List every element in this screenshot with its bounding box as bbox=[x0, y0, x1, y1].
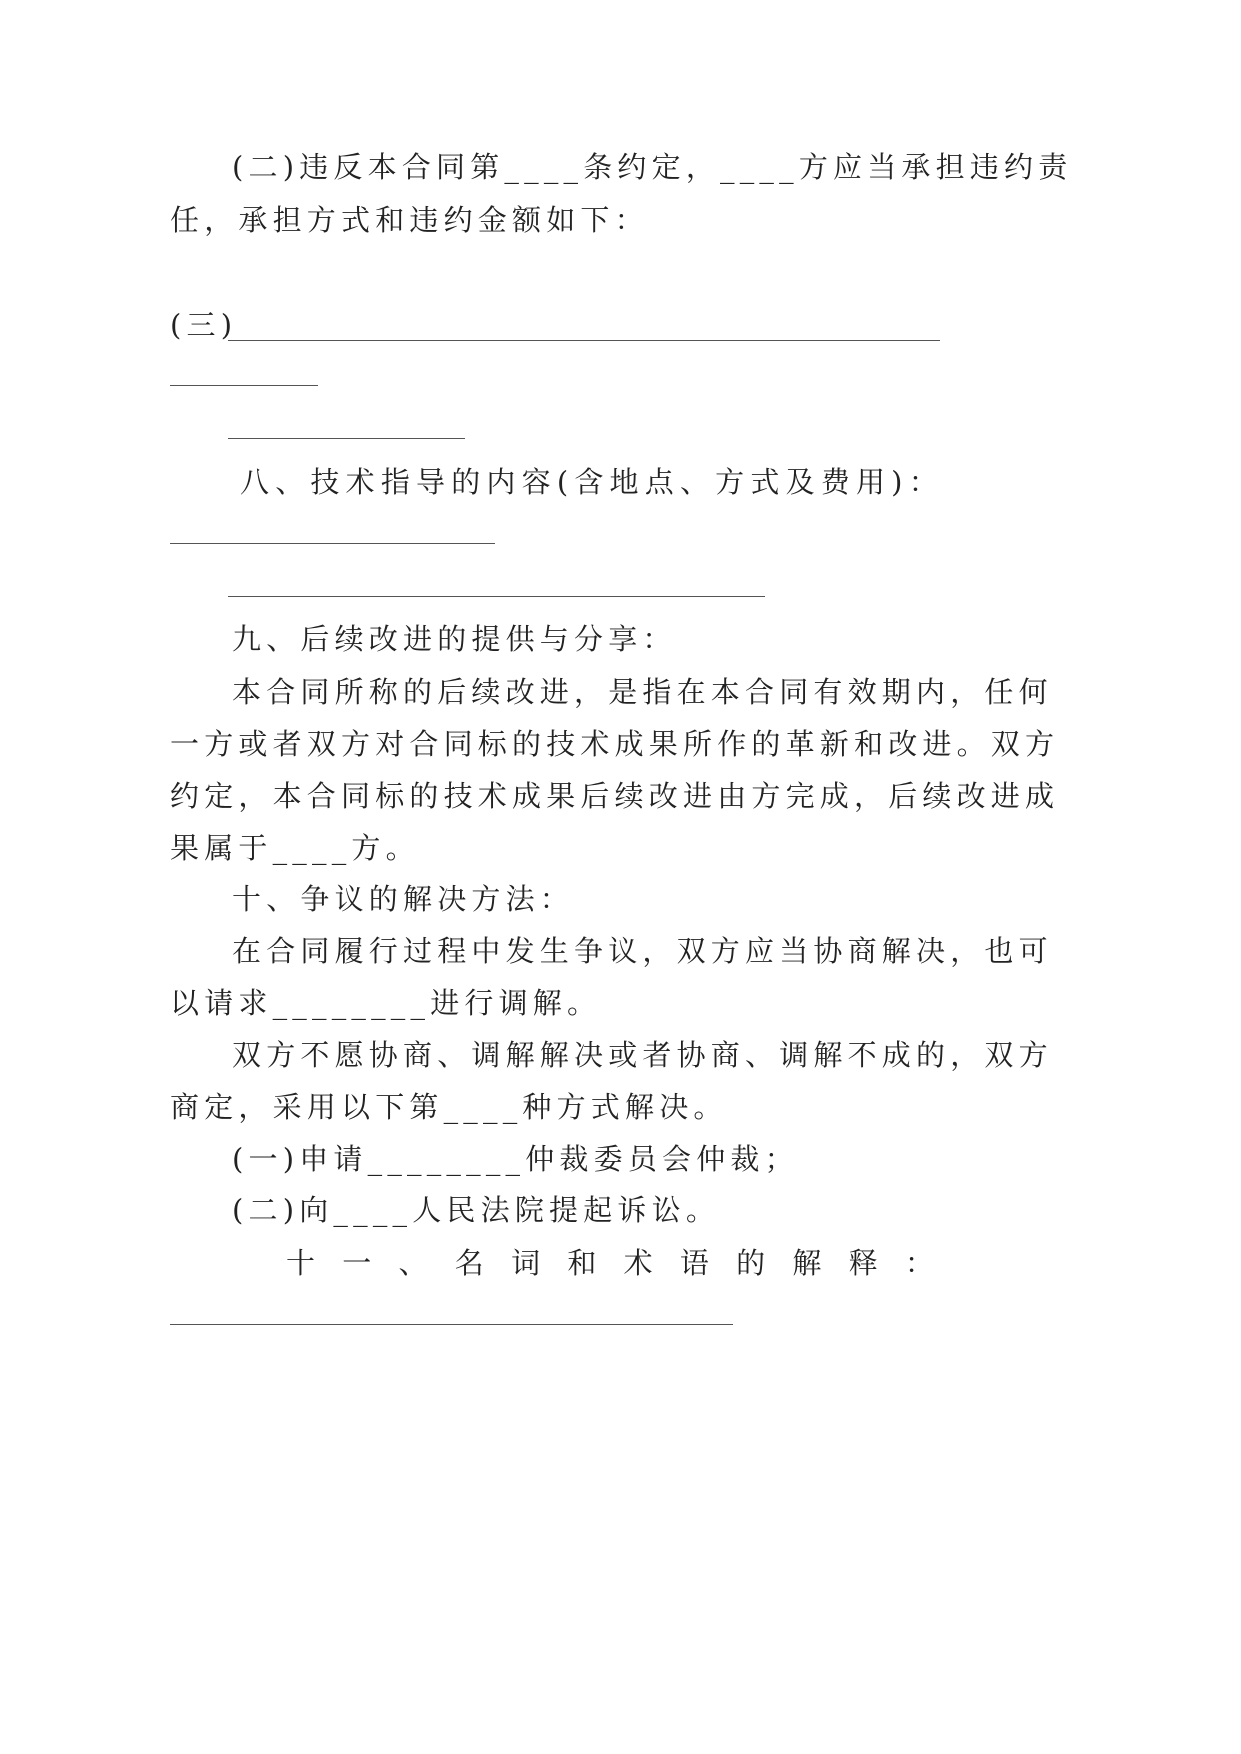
section-10-option-1: (一)申请________仲裁委员会仲裁； bbox=[232, 1142, 799, 1176]
blank-line bbox=[228, 438, 465, 439]
section-10-heading: 十、争议的解决方法： bbox=[232, 882, 575, 916]
section-9-heading: 九、后续改进的提供与分享： bbox=[232, 622, 677, 656]
section-10-option-2: (二)向____人民法院提起诉讼。 bbox=[232, 1193, 721, 1227]
clause-7-2-line1: (二)违反本合同第____条约定，____方应当承担违约责 bbox=[232, 150, 1073, 184]
section-9-para-line4: 果属于____方。 bbox=[170, 831, 420, 865]
section-8-heading: 八 、 技 术 指 导 的 内 容 ( 含 地 点 、 方 式 及 费 用 ) ： bbox=[240, 465, 938, 499]
blank-line bbox=[228, 340, 940, 341]
section-10-para1-line1: 在合同履行过程中发生争议，双方应当协商解决，也可 bbox=[232, 934, 1053, 968]
clause-7-3-label: (三) bbox=[170, 308, 238, 342]
section-9-para-line2: 一方或者双方对合同标的技术成果所作的革新和改进。双方 bbox=[170, 727, 1060, 761]
blank-line bbox=[228, 596, 765, 597]
section-11-heading: 十 一 、 名 词 和 术 语 的 解 释 ： bbox=[286, 1246, 934, 1280]
blank-line bbox=[170, 543, 495, 544]
clause-7-2-line2: 任，承担方式和违约金额如下： bbox=[170, 203, 649, 237]
blank-line bbox=[170, 1324, 733, 1325]
section-9-para-line1: 本合同所称的后续改进，是指在本合同有效期内，任何 bbox=[232, 675, 1053, 709]
blank-line bbox=[170, 385, 318, 386]
section-10-para2-line2: 商定，采用以下第____种方式解决。 bbox=[170, 1090, 728, 1124]
section-9-para-line3: 约定，本合同标的技术成果后续改进由方完成，后续改进成 bbox=[170, 779, 1060, 813]
section-10-para2-line1: 双方不愿协商、调解解决或者协商、调解不成的，双方 bbox=[232, 1038, 1053, 1072]
section-10-para1-line2: 以请求________进行调解。 bbox=[170, 986, 602, 1020]
